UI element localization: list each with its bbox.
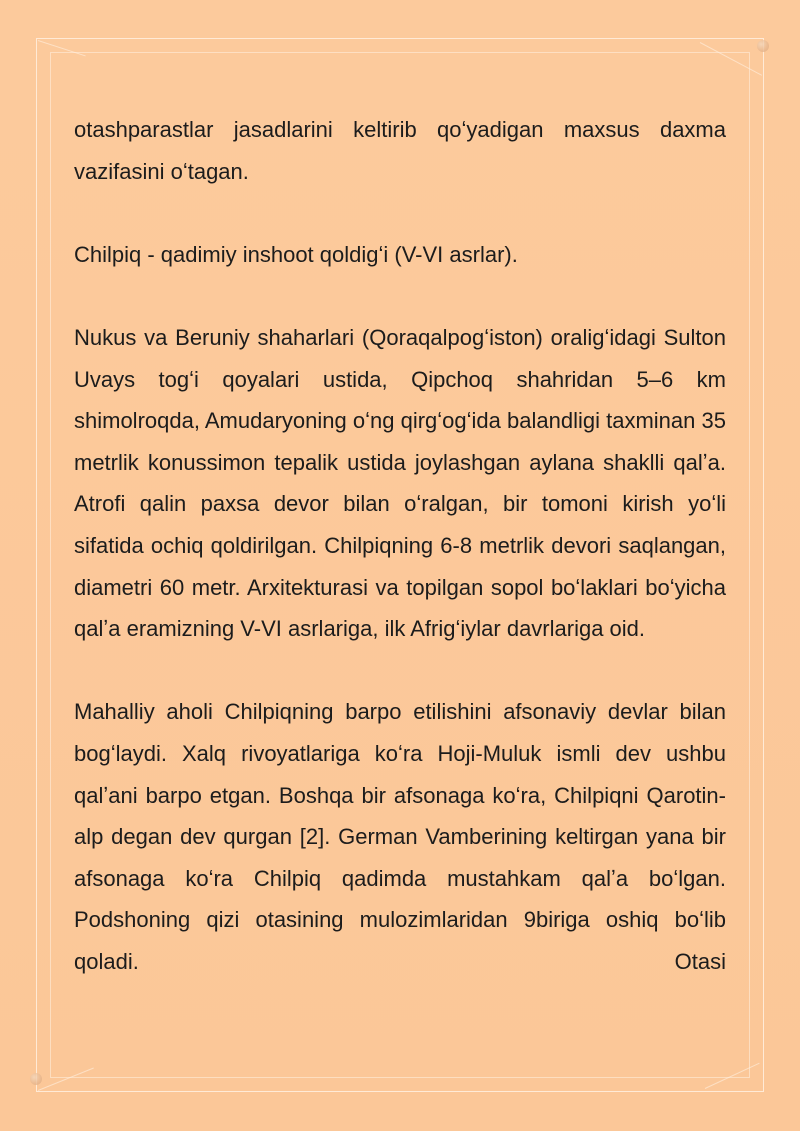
paragraph: Nukus va Beruniy shaharlari (Qoraqalpogʻiston) oraligʻidagi Sulton Uvays togʻi qoyalari ustida, Qipchoq shahridan 5–6 km shimolroqda, Amudaryoning oʻng qirgʻogʻida balandligi taxminan 35 metrlik konussimon tepalik ustida joylashgan aylana shaklli qalʼa. Atrofi qalin paxsa devor bilan oʻralgan, bir tomoni kirish yoʻli sifatida ochiq qoldirilgan. Chilpiqning 6-8 metrlik devori saqlangan, diametri 60 metr. Arxitekturasi va topilgan sopol boʻlaklari boʻyicha qalʼa eramizning V-VI asrlariga, ilk Afrigʻiylar davrlariga oid. <box>74 324 726 642</box>
paragraph: Mahalliy aholi Chilpiqning barpo etilishini afsonaviy devlar bilan bogʻlaydi. Xalq rivoyatlariga koʻra Hoji-Muluk ismli dev ushbu qalʼani barpo etgan. Boshqa bir afsonaga koʻra, Chilpiqni Qarotin-alp degan dev qurgan [2]. German Vamberining keltirgan yana bir afsonaga koʻra Chilpiq qadimda mustahkam qalʼa boʻlgan. Podshoning qizi otasining mulozimlaridan 9biriga oshiq boʻlib qoladi. Otasi <box>74 699 726 974</box>
paragraph: otashparastlar jasadlarini keltirib qoʻyadigan maxsus daxma vazifasini oʻtagan. <box>74 117 726 184</box>
decorative-dot-bottom-left <box>30 1073 42 1085</box>
paragraph-heading-chilpiq: Chilpiq - qadimiy inshoot qoldigʻi (V-VI asrlar). <box>74 241 518 267</box>
document-body <box>74 109 726 982</box>
decorative-dot-top-right <box>757 40 769 52</box>
